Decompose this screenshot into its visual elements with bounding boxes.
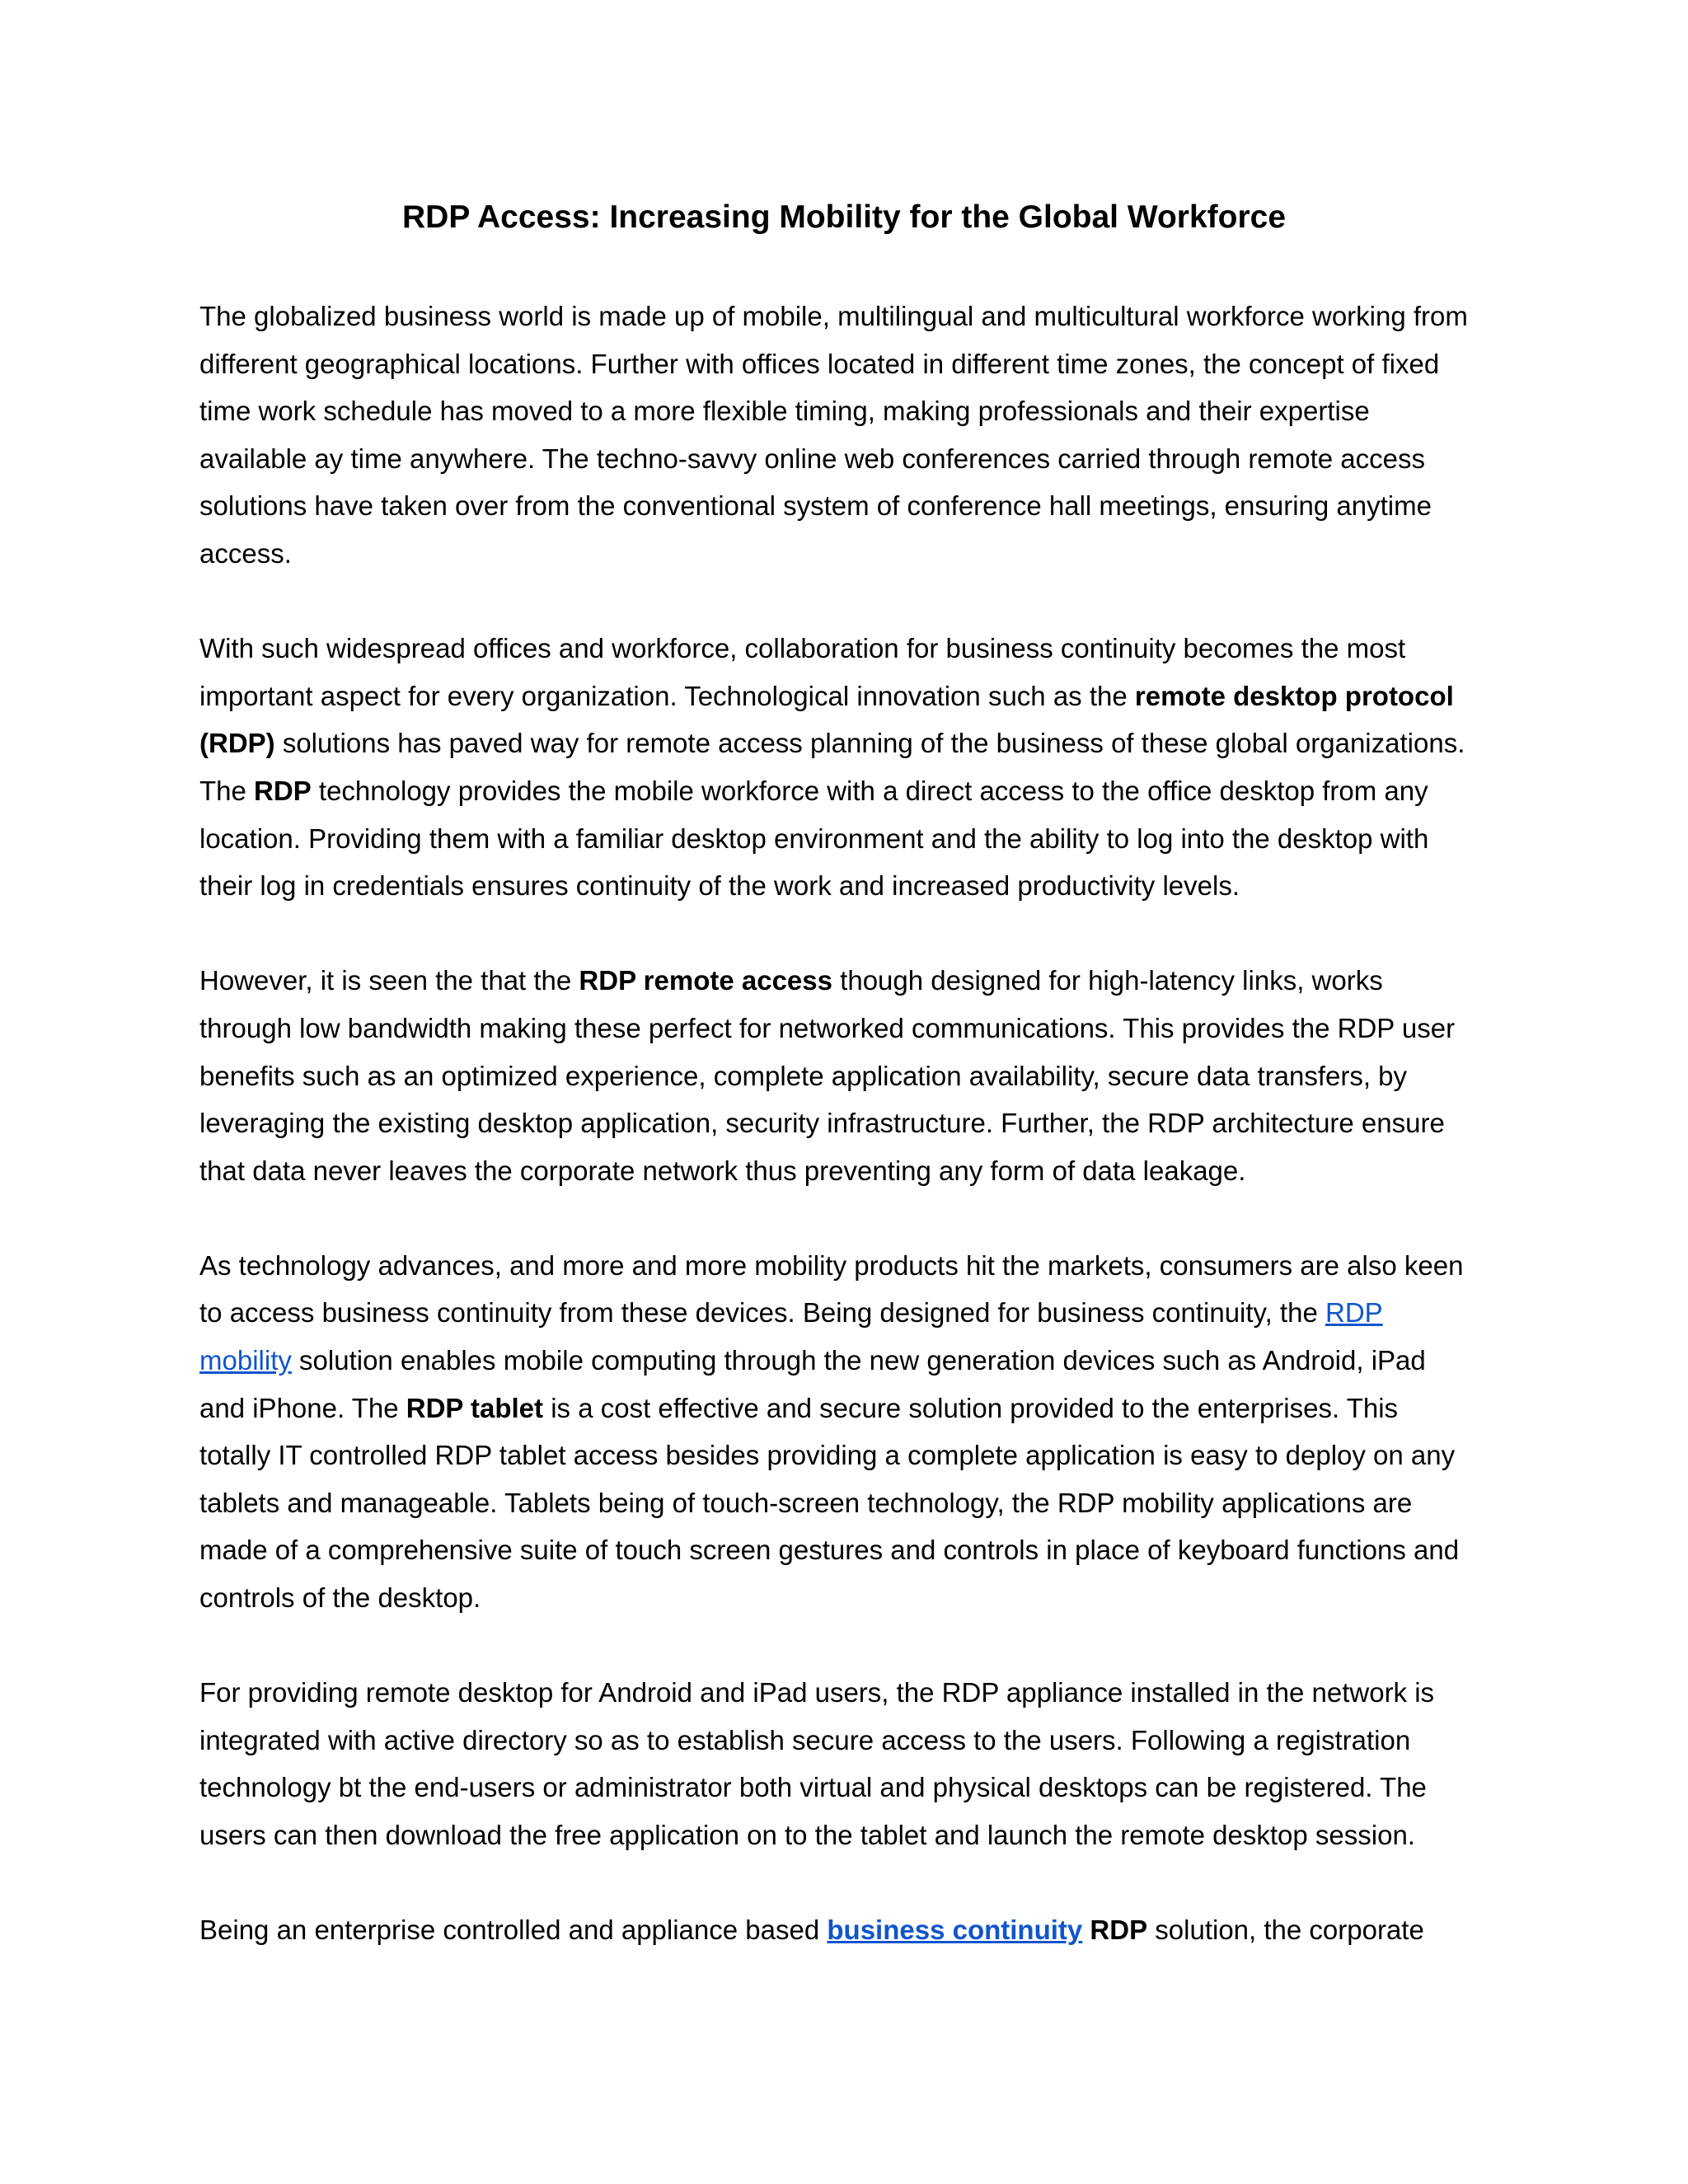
text-run: solution, the corporate [1147, 1915, 1424, 1946]
paragraph-4 [199, 1242, 1502, 1622]
text-run: However, it is seen the that the [199, 965, 579, 996]
text-line [199, 767, 1502, 815]
text-run: technology provides the mobile workforce with a direct access to the office desktop from any [311, 775, 1428, 806]
text-line [199, 1385, 1502, 1432]
bold-term-rdp: RDP [1090, 1915, 1148, 1946]
paragraph-1 [199, 293, 1502, 578]
bold-term-rdp-abbrev: (RDP) [199, 728, 275, 759]
text-line: totally IT controlled RDP tablet access besides providing a complete application is easy to deploy on any [199, 1440, 1456, 1471]
text-run: and iPhone. The [199, 1392, 406, 1423]
text-run: The [199, 775, 255, 806]
rdp-mobility-link-continued[interactable]: mobility [199, 1345, 292, 1376]
rdp-mobility-link[interactable]: RDP [1325, 1297, 1383, 1329]
text-line [199, 1289, 1502, 1337]
text-run: important aspect for every organization. Technological innovation such as the [199, 680, 1135, 711]
text-line: that data never leaves the corporate network thus preventing any form of data leakage. [199, 1155, 1246, 1186]
bold-term-remote-desktop-protocol: remote desktop protocol [1134, 680, 1454, 711]
text-line: their log in credentials ensures continuity of the work and increased productivity levels. [199, 870, 1240, 902]
text-run: solution enables mobile computing through the new generation devices such as Android, iPad [291, 1345, 1426, 1376]
text-line: users can then download the free application on to the tablet and launch the remote desktop session. [199, 1820, 1415, 1850]
text-line [199, 719, 1502, 767]
text-line: benefits such as an optimized experience, complete application availability, secure data transfers, by [199, 1060, 1408, 1091]
text-line: integrated with active directory so as to establish secure access to the users. Following a registration [199, 1724, 1411, 1755]
paragraph-3 [199, 957, 1502, 1194]
bold-term-rdp: RDP [254, 775, 312, 806]
text-line: The globalized business world is made up of mobile, multilingual and multicultural workforce working from [199, 301, 1468, 331]
text-line: tablets and manageable. Tablets being of touch-screen technology, the RDP mobility applications are [199, 1487, 1413, 1518]
text-line [199, 957, 1502, 1005]
paragraph-6 [199, 1906, 1502, 1954]
text-line: different geographical locations. Further with offices located in different time zones, the concept of fixed [199, 348, 1440, 379]
text-line: controls of the desktop. [199, 1582, 481, 1614]
paragraph-2 [199, 625, 1502, 910]
text-line: As technology advances, and more and more mobility products hit the markets, consumers are also keen [199, 1249, 1464, 1281]
text-line: available ay time anywhere. The techno-savvy online web conferences carried through remote access [199, 443, 1426, 474]
text-line: solutions have taken over from the conventional system of conference hall meetings, ensuring anytime [199, 490, 1432, 522]
text-run: is a cost effective and secure solution provided to the enterprises. This [543, 1392, 1399, 1423]
text-line [199, 1337, 1502, 1385]
text-run: though designed for high-latency links, works [832, 965, 1383, 996]
page-title: RDP Access: Increasing Mobility for the Global Workforce [401, 199, 1287, 235]
text-line [199, 673, 1502, 720]
text-line: access. [199, 537, 292, 569]
document-body [199, 293, 1502, 2001]
text-run: to access business continuity from these devices. Being designed for business continuity, the [199, 1297, 1325, 1329]
text-run: solutions has paved way for remote access planning of the business of these global organizations. [274, 728, 1465, 759]
text-run: Being an enterprise controlled and appliance based [199, 1915, 828, 1946]
text-line: made of a comprehensive suite of touch screen gestures and controls in place of keyboard functions and [199, 1535, 1460, 1566]
link-text: business continuity [827, 1915, 1083, 1946]
text-line: leveraging the existing desktop application, security infrastructure. Further, the RDP architecture ensure [199, 1108, 1445, 1139]
text-line: through low bandwidth making these perfect for networked communications. This provides the RDP user [199, 1012, 1456, 1043]
bold-term-rdp-remote-access: RDP remote access [579, 965, 832, 996]
text-line [199, 1906, 1502, 1954]
text-line: With such widespread offices and workforce, collaboration for business continuity becomes the most [199, 633, 1406, 664]
text-line: time work schedule has moved to a more flexible timing, making professionals and their expertise [199, 396, 1370, 427]
paragraph-5 [199, 1669, 1502, 1858]
business-continuity-link[interactable] [827, 1915, 1082, 1945]
text-line: technology bt the end-users or administrator both virtual and physical desktops can be registered. The [199, 1772, 1427, 1803]
bold-term-rdp-tablet: RDP tablet [406, 1392, 544, 1423]
text-line: For providing remote desktop for Android and iPad users, the RDP appliance installed in the network is [199, 1677, 1435, 1708]
text-line: location. Providing them with a familiar desktop environment and the ability to log into the desktop with [199, 823, 1429, 854]
